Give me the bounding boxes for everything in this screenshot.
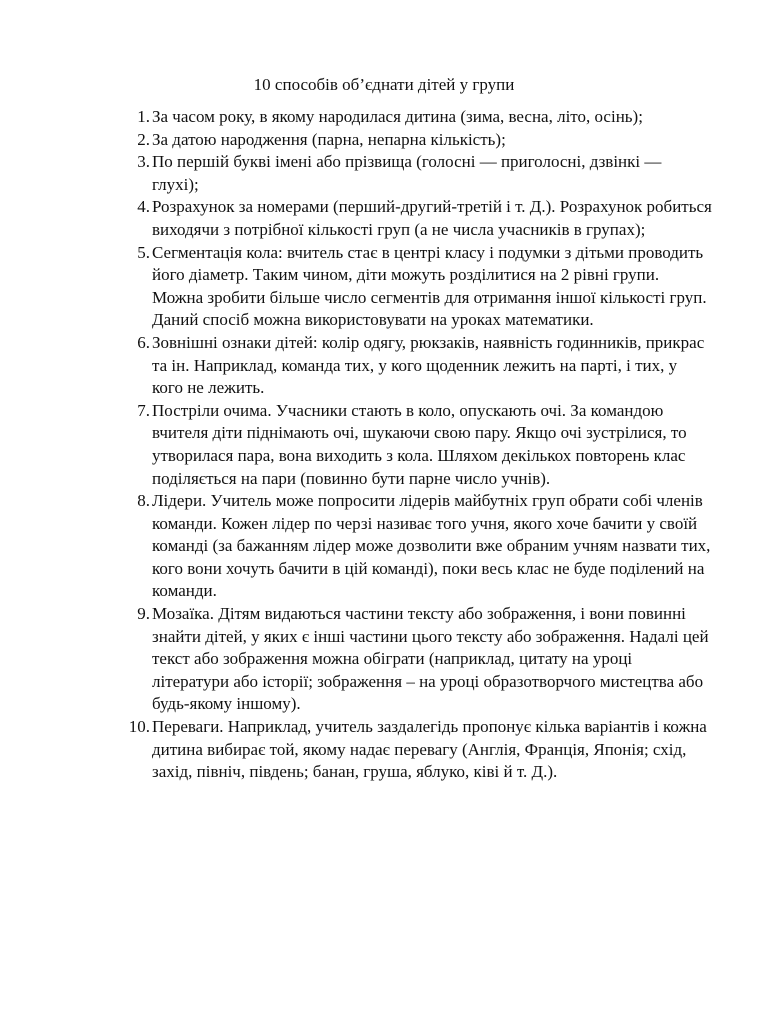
document-title: 10 способів об’єднати дітей у групи (253, 75, 515, 94)
list-item-text: Розрахунок за номерами (перший-другий-третій і т. Д.). Розрахунок робиться виходячи з потрібної кількості груп (а не числа учасників в групах); (152, 197, 712, 239)
list-item-text: Переваги. Наприклад, учитель заздалегідь пропонує кілька варіантів і кожна дитина вибирає той, якому надає перевагу (Англія, Франція, Японія; схід, захід, північ, південь; банан, груша, яблуко, ківі й т. Д.). (152, 717, 707, 782)
list-item (112, 242, 712, 332)
list-item-number: 2. (137, 129, 150, 149)
list-item-text: За часом року, в якому народилася дитина (зима, весна, літо, осінь); (152, 107, 643, 126)
list-item-number: 3. (137, 152, 150, 172)
list-item-text: Зовнішні ознаки дітей: колір одягу, рюкзаків, наявність годинників, прикрас та ін. Наприклад, команда тих, у кого щоденник лежить на парті, і тих, у кого не лежить. (152, 332, 705, 398)
list-item (112, 490, 712, 603)
list-item-text: Мозаїка. Дітям видаються частини тексту або зображення, і вони повинні знайти дітей, у яких є інші частини цього тексту або зображення. Надалі цей текст або зображення можна обіграти (наприклад, цитату на уроці літератури або історії; зображення – на уроці образотворчого мистецтва або будь-якому іншому). (152, 604, 709, 714)
list-item-number: 9. (137, 604, 150, 624)
list-item (112, 151, 712, 196)
list-item-number: 1. (137, 107, 150, 126)
list-item-number: 8. (137, 491, 150, 511)
list-item-number: 4. (137, 197, 150, 217)
list-item (112, 129, 712, 152)
list-item-text: По першій букві імені або прізвища (голосні — приголосні, дзвінкі — глухі); (152, 152, 662, 194)
list-item-text: За датою народження (парна, непарна кількість); (152, 129, 506, 149)
list-item (112, 603, 712, 716)
list-item-text: Постріли очима. Учасники стають в коло, опускають очі. За командою вчителя діти піднімають очі, шукаючи свою пару. Якщо очі зустрілися, то утворилася пара, вона виходить з кола. Шляхом декількох повторень клас поділяється на пари (повинно бути парне число учнів). (152, 400, 687, 488)
list-item (112, 716, 712, 784)
list-item-number: 7. (137, 400, 150, 420)
list-item-number: 5. (137, 242, 150, 262)
list-item (112, 196, 712, 241)
list-item-number: 10. (128, 717, 150, 737)
numbered-list (112, 106, 712, 784)
list-item (112, 106, 712, 129)
list-item (112, 400, 712, 490)
list-item (112, 332, 712, 400)
list-item-text: Сегментація кола: вчитель стає в центрі класу і подумки з дітьми проводить його діаметр. Таким чином, діти можуть розділитися на 2 рівні групи. Можна зробити більше число сегментів для отримання іншої кількості груп. Даний спосіб можна використовувати на уроках математики. (152, 242, 707, 330)
list-item-text: Лідери. Учитель може попросити лідерів майбутніх груп обрати собі членів команди. Кожен лідер по черзі називає того учня, якого хоче бачити у своїй команді (за бажанням лідер може дозволити вже обраним учням назвати тих, кого вони хочуть бачити в цій команді), поки весь клас не буде поділений на команди. (152, 491, 711, 601)
list-item-number: 6. (137, 332, 150, 352)
